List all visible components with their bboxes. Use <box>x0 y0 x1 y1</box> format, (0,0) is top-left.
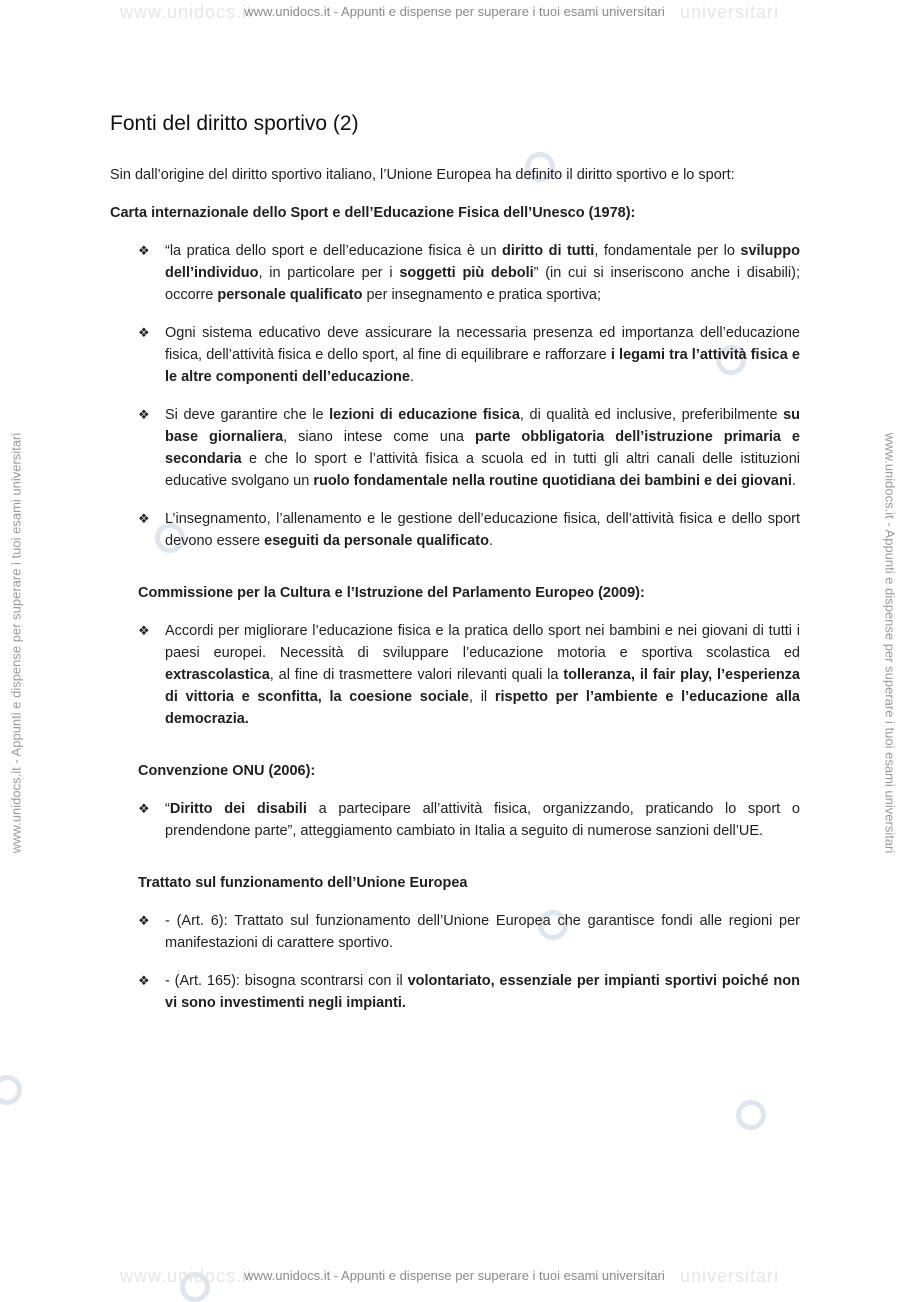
bullet-item <box>110 910 800 954</box>
text-run: , siano intese come una <box>283 429 475 445</box>
bullet-item <box>110 620 800 730</box>
text-run: , di qualità ed inclusive, preferibilmente <box>519 407 784 423</box>
bullet-list <box>110 240 800 552</box>
text-run: a partecipare all’attività fisica, organizzando, praticando lo sport o prendendone parte”, atteggiamento cambiato in Italia a seguito di numerose sanzioni dell’UE. <box>165 801 800 839</box>
text-run: , in particolare per i <box>258 265 400 281</box>
bold-text: parte obbligatoria dell’istruzione primaria e secondaria <box>165 429 800 467</box>
bullet-item <box>110 322 800 388</box>
bold-text: personale qualificato <box>217 287 363 303</box>
bullet-item <box>110 798 800 842</box>
section-heading: Trattato sul funzionamento dell’Unione Europea <box>138 875 468 891</box>
diamond-bullet-icon: ❖ <box>138 801 150 816</box>
bold-text: lezioni di educazione fisica <box>329 407 520 423</box>
sections-container <box>110 202 800 1014</box>
text-run: . <box>409 369 414 385</box>
text-run: Accordi per migliorare l’educazione fisica e la pratica dello sport nei bambini e nei giovani di tutti i paesi europei. Necessità di sviluppare l’educazione motoria e sportiva scolastica ed <box>165 623 800 661</box>
text-run: “la pratica dello sport e dell’educazione fisica è un <box>165 243 503 259</box>
bold-text: su base giornaliera <box>165 407 801 445</box>
bold-text: eseguiti da personale qualificato <box>264 533 489 549</box>
watermark-ghost-right: universitari <box>680 2 780 22</box>
text-run: Si deve garantire che le <box>165 407 330 423</box>
intro-paragraph: Sin dall’origine del diritto sportivo italiano, l’Unione Europea ha definito il diritto sportivo e lo sport: <box>110 167 735 183</box>
text-run: - (Art. 165): bisogna scontrarsi con il <box>165 973 408 989</box>
bold-text: volontariato, essenziale per impianti sportivi poiché non vi sono investimenti negli impianti. <box>165 973 800 1011</box>
diamond-bullet-icon: ❖ <box>138 973 150 988</box>
text-run: - (Art. 6): Trattato sul funzionamento dell’Unione Europea che garantisce fondi alle regioni per manifestazioni di carattere sportivo. <box>165 913 800 951</box>
diamond-bullet-icon: ❖ <box>138 511 150 526</box>
bullet-item <box>110 404 800 492</box>
diamond-bullet-icon: ❖ <box>138 325 150 340</box>
bold-text: extrascolastica <box>165 667 270 683</box>
bullet-list <box>110 910 800 1014</box>
bold-text: Diritto dei disabili <box>169 801 307 817</box>
bullet-list <box>110 620 800 730</box>
diamond-bullet-icon: ❖ <box>138 407 150 422</box>
bold-text: sviluppo dell’individuo <box>165 243 800 281</box>
watermark-ghost-left: www.unidocs.it <box>120 2 254 22</box>
watermark-logo-icon <box>736 1100 766 1130</box>
bullet-item <box>110 508 800 552</box>
document-body <box>110 110 800 1030</box>
page-title: Fonti del diritto sportivo (2) <box>110 112 359 135</box>
text-run: , fondamentale per lo <box>594 243 741 259</box>
bullet-item <box>110 970 800 1014</box>
watermark-ghost-right: universitari <box>680 1266 780 1286</box>
text-run: L’insegnamento, l’allenamento e le gestione dell’educazione fisica, dell’attività fisica e dello sport devono essere <box>165 511 800 549</box>
bullet-list <box>110 798 800 842</box>
watermark-logo-icon <box>0 1075 22 1105</box>
section-heading: Commissione per la Cultura e l’Istruzione del Parlamento Europeo (2009): <box>138 585 645 601</box>
diamond-bullet-icon: ❖ <box>138 913 150 928</box>
bold-text: tolleranza, il fair play, l’esperienza di vittoria e sconfitta, la coesione sociale <box>165 667 800 705</box>
bold-text: diritto di tutti <box>502 243 595 259</box>
diamond-bullet-icon: ❖ <box>138 243 150 258</box>
watermark-ghost-left: www.unidocs.it <box>120 1266 254 1286</box>
text-run: “ <box>165 801 170 817</box>
diamond-bullet-icon: ❖ <box>138 623 150 638</box>
watermark-header: www.unidocs.it - Appunti e dispense per superare i tuoi esami universitari <box>244 4 665 19</box>
text-run: . <box>488 533 493 549</box>
bold-text: rispetto per l’ambiente e l’educazione alla democrazia. <box>165 689 800 727</box>
watermark-footer: www.unidocs.it - Appunti e dispense per superare i tuoi esami universitari <box>244 1268 665 1283</box>
bullet-item <box>110 240 800 306</box>
watermark-side-left: www.unidocs.it - Appunti e dispense per superare i tuoi esami universitari <box>8 432 24 854</box>
text-run: . <box>791 473 796 489</box>
section-heading: Convenzione ONU (2006): <box>138 763 316 779</box>
bold-text: ruolo fondamentale nella routine quotidiana dei bambini e dei giovani <box>313 473 792 489</box>
bold-text: soggetti più deboli <box>399 265 534 281</box>
text-run: ” (in cui si inseriscono anche i disabili); occorre <box>165 265 800 303</box>
section-heading: Carta internazionale dello Sport e dell’Educazione Fisica dell’Unesco (1978): <box>110 205 636 221</box>
text-run: , al fine di trasmettere valori rilevanti quali la <box>269 667 564 683</box>
text-run: Ogni sistema educativo deve assicurare la necessaria presenza ed importanza dell’educazione fisica, dell’attività fisica e dello sport, al fine di equilibrare e rafforzare <box>165 325 800 363</box>
text-run: per insegnamento e pratica sportiva; <box>362 287 602 303</box>
text-run: e che lo sport e l’attività fisica a scuola ed in tutti gli altri canali delle istituzioni educative svolgano un <box>165 451 800 489</box>
watermark-side-right: www.unidocs.it - Appunti e dispense per superare i tuoi esami universitari <box>882 432 898 854</box>
bold-text: i legami tra l’attività fisica e le altre componenti dell’educazione <box>165 347 800 385</box>
text-run: , il <box>468 689 495 705</box>
